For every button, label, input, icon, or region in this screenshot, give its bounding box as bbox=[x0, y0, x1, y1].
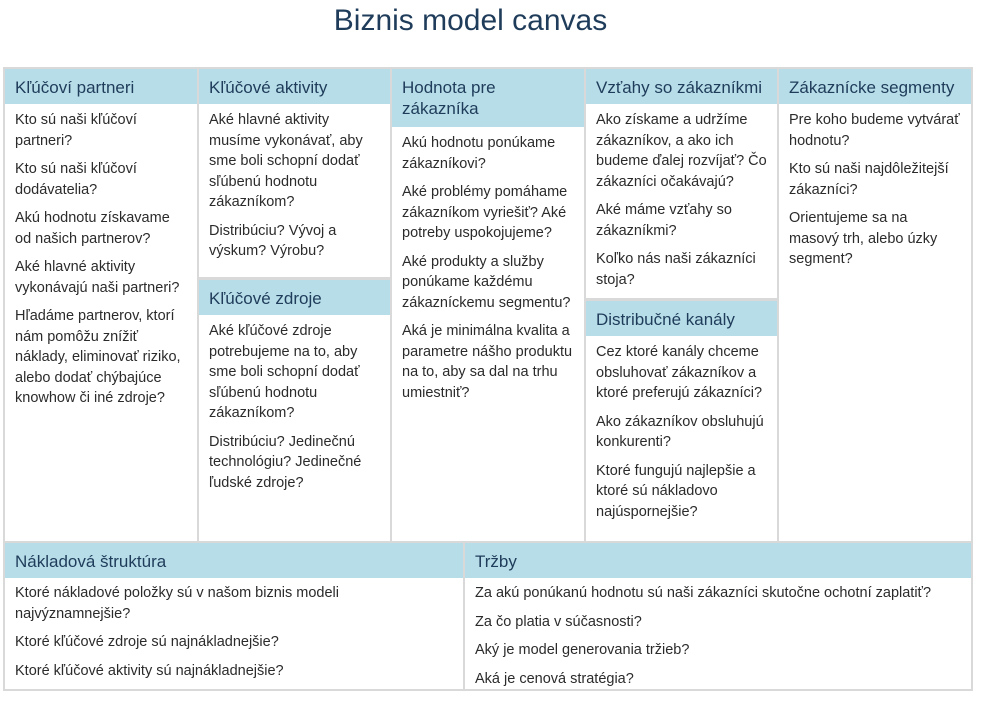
value-proposition-body bbox=[392, 127, 584, 403]
list-item: Kto sú naši najdôležitejší zákazníci? bbox=[789, 161, 949, 198]
key-activities-header: Kľúčové aktivity bbox=[199, 69, 390, 104]
channels-body bbox=[586, 336, 777, 522]
list-item: Aká je cenová stratégia? bbox=[475, 670, 634, 687]
list-item: Aké hlavné aktivity musíme vykonávať, aby sme boli schopní dodať sľúbenú hodnotu zákazníkom? bbox=[209, 112, 363, 210]
revenue-streams-header: Tržby bbox=[465, 543, 971, 578]
cost-structure-block bbox=[5, 543, 463, 689]
list-item: Distribúciu? Jedinečnú technológiu? Jedinečné ľudské zdroje? bbox=[209, 433, 362, 491]
key-partners-body bbox=[5, 104, 197, 409]
list-item: Ktoré nákladové položky sú v našom biznis modeli najvýznamnejšie? bbox=[15, 585, 339, 622]
customer-relationships-header: Vzťahy so zákazníkmi bbox=[586, 69, 777, 104]
list-item: Ktoré kľúčové aktivity sú najnákladnejšie? bbox=[15, 662, 284, 679]
list-item: Akú hodnotu získavame od našich partnerov? bbox=[15, 210, 170, 247]
list-item: Aké máme vzťahy so zákazníkmi? bbox=[596, 202, 732, 239]
list-item: Akú hodnotu ponúkame zákazníkovi? bbox=[402, 135, 556, 172]
key-resources-body bbox=[199, 315, 390, 493]
customer-relationships-block bbox=[586, 69, 777, 298]
cost-structure-header: Nákladová štruktúra bbox=[5, 543, 463, 578]
list-item: Pre koho budeme vytvárať hodnotu? bbox=[789, 112, 960, 149]
list-item: Cez ktoré kanály chceme obsluhovať zákazníkov a ktoré preferujú zákazníci? bbox=[596, 344, 763, 401]
key-partners-block bbox=[5, 69, 197, 541]
key-activities-block bbox=[199, 69, 390, 277]
customer-relationships-body bbox=[586, 104, 777, 290]
list-item: Orientujeme sa na masový trh, alebo úzky segment? bbox=[789, 210, 938, 267]
key-resources-block bbox=[199, 280, 390, 541]
customer-segments-block bbox=[779, 69, 971, 541]
value-proposition-header: Hodnota pre zákazníka bbox=[392, 69, 584, 127]
cost-structure-body bbox=[5, 578, 463, 681]
customer-segments-header: Zákaznícke segmenty bbox=[779, 69, 971, 104]
key-partners-header: Kľúčoví partneri bbox=[5, 69, 197, 104]
key-activities-body bbox=[199, 104, 390, 262]
list-item: Distribúciu? Vývoj a výskum? Výrobu? bbox=[209, 222, 337, 259]
list-item: Kto sú naši kľúčoví dodávatelia? bbox=[15, 161, 137, 198]
page-title: Biznis model canvas bbox=[333, 4, 608, 37]
revenue-streams-block bbox=[465, 543, 971, 689]
list-item: Ktoré fungujú najlepšie a ktoré sú nákladovo najúspornejšie? bbox=[596, 462, 756, 520]
list-item: Aké kľúčové zdroje potrebujeme na to, aby sme boli schopní dodať sľúbenú hodnotu zákazníkom? bbox=[209, 323, 360, 421]
list-item: Ako zákazníkov obsluhujú konkurenti? bbox=[596, 413, 764, 450]
list-item: Aké hlavné aktivity vykonávajú naši partneri? bbox=[15, 259, 180, 296]
list-item: Za akú ponúkanú hodnotu sú naši zákazníci skutočne ochotní zaplatiť? bbox=[475, 585, 932, 601]
list-item: Aký je model generovania tržieb? bbox=[475, 642, 690, 658]
revenue-streams-body bbox=[465, 578, 971, 689]
key-resources-header: Kľúčové zdroje bbox=[199, 280, 390, 315]
business-model-canvas bbox=[3, 67, 973, 691]
list-item: Za čo platia v súčasnosti? bbox=[475, 613, 642, 630]
list-item: Kto sú naši kľúčoví partneri? bbox=[15, 112, 137, 149]
value-proposition-block bbox=[392, 69, 584, 541]
channels-block bbox=[586, 301, 777, 541]
list-item: Hľadáme partnerov, ktorí nám pomôžu znížiť náklady, eliminovať riziko, alebo dodať chýbajúce knowhow či iné zdroje? bbox=[15, 308, 181, 406]
list-item: Ako získame a udržíme zákazníkov, a ako ich budeme ďalej rozvíjať? Čo zákazníci očakávajú? bbox=[596, 112, 767, 190]
list-item: Aké produkty a služby ponúkame každému zákazníckemu segmentu? bbox=[402, 253, 571, 311]
list-item: Aké problémy pomáhame zákazníkom vyriešiť? Aké potreby uspokojujeme? bbox=[402, 184, 568, 241]
list-item: Aká je minimálna kvalita a parametre nášho produktu na to, aby sa dal na trhu umiestniť? bbox=[402, 323, 573, 401]
list-item: Koľko nás naši zákazníci stoja? bbox=[596, 251, 756, 288]
list-item: Ktoré kľúčové zdroje sú najnákladnejšie? bbox=[15, 634, 279, 650]
customer-segments-body bbox=[779, 104, 971, 270]
channels-header: Distribučné kanály bbox=[586, 301, 777, 336]
